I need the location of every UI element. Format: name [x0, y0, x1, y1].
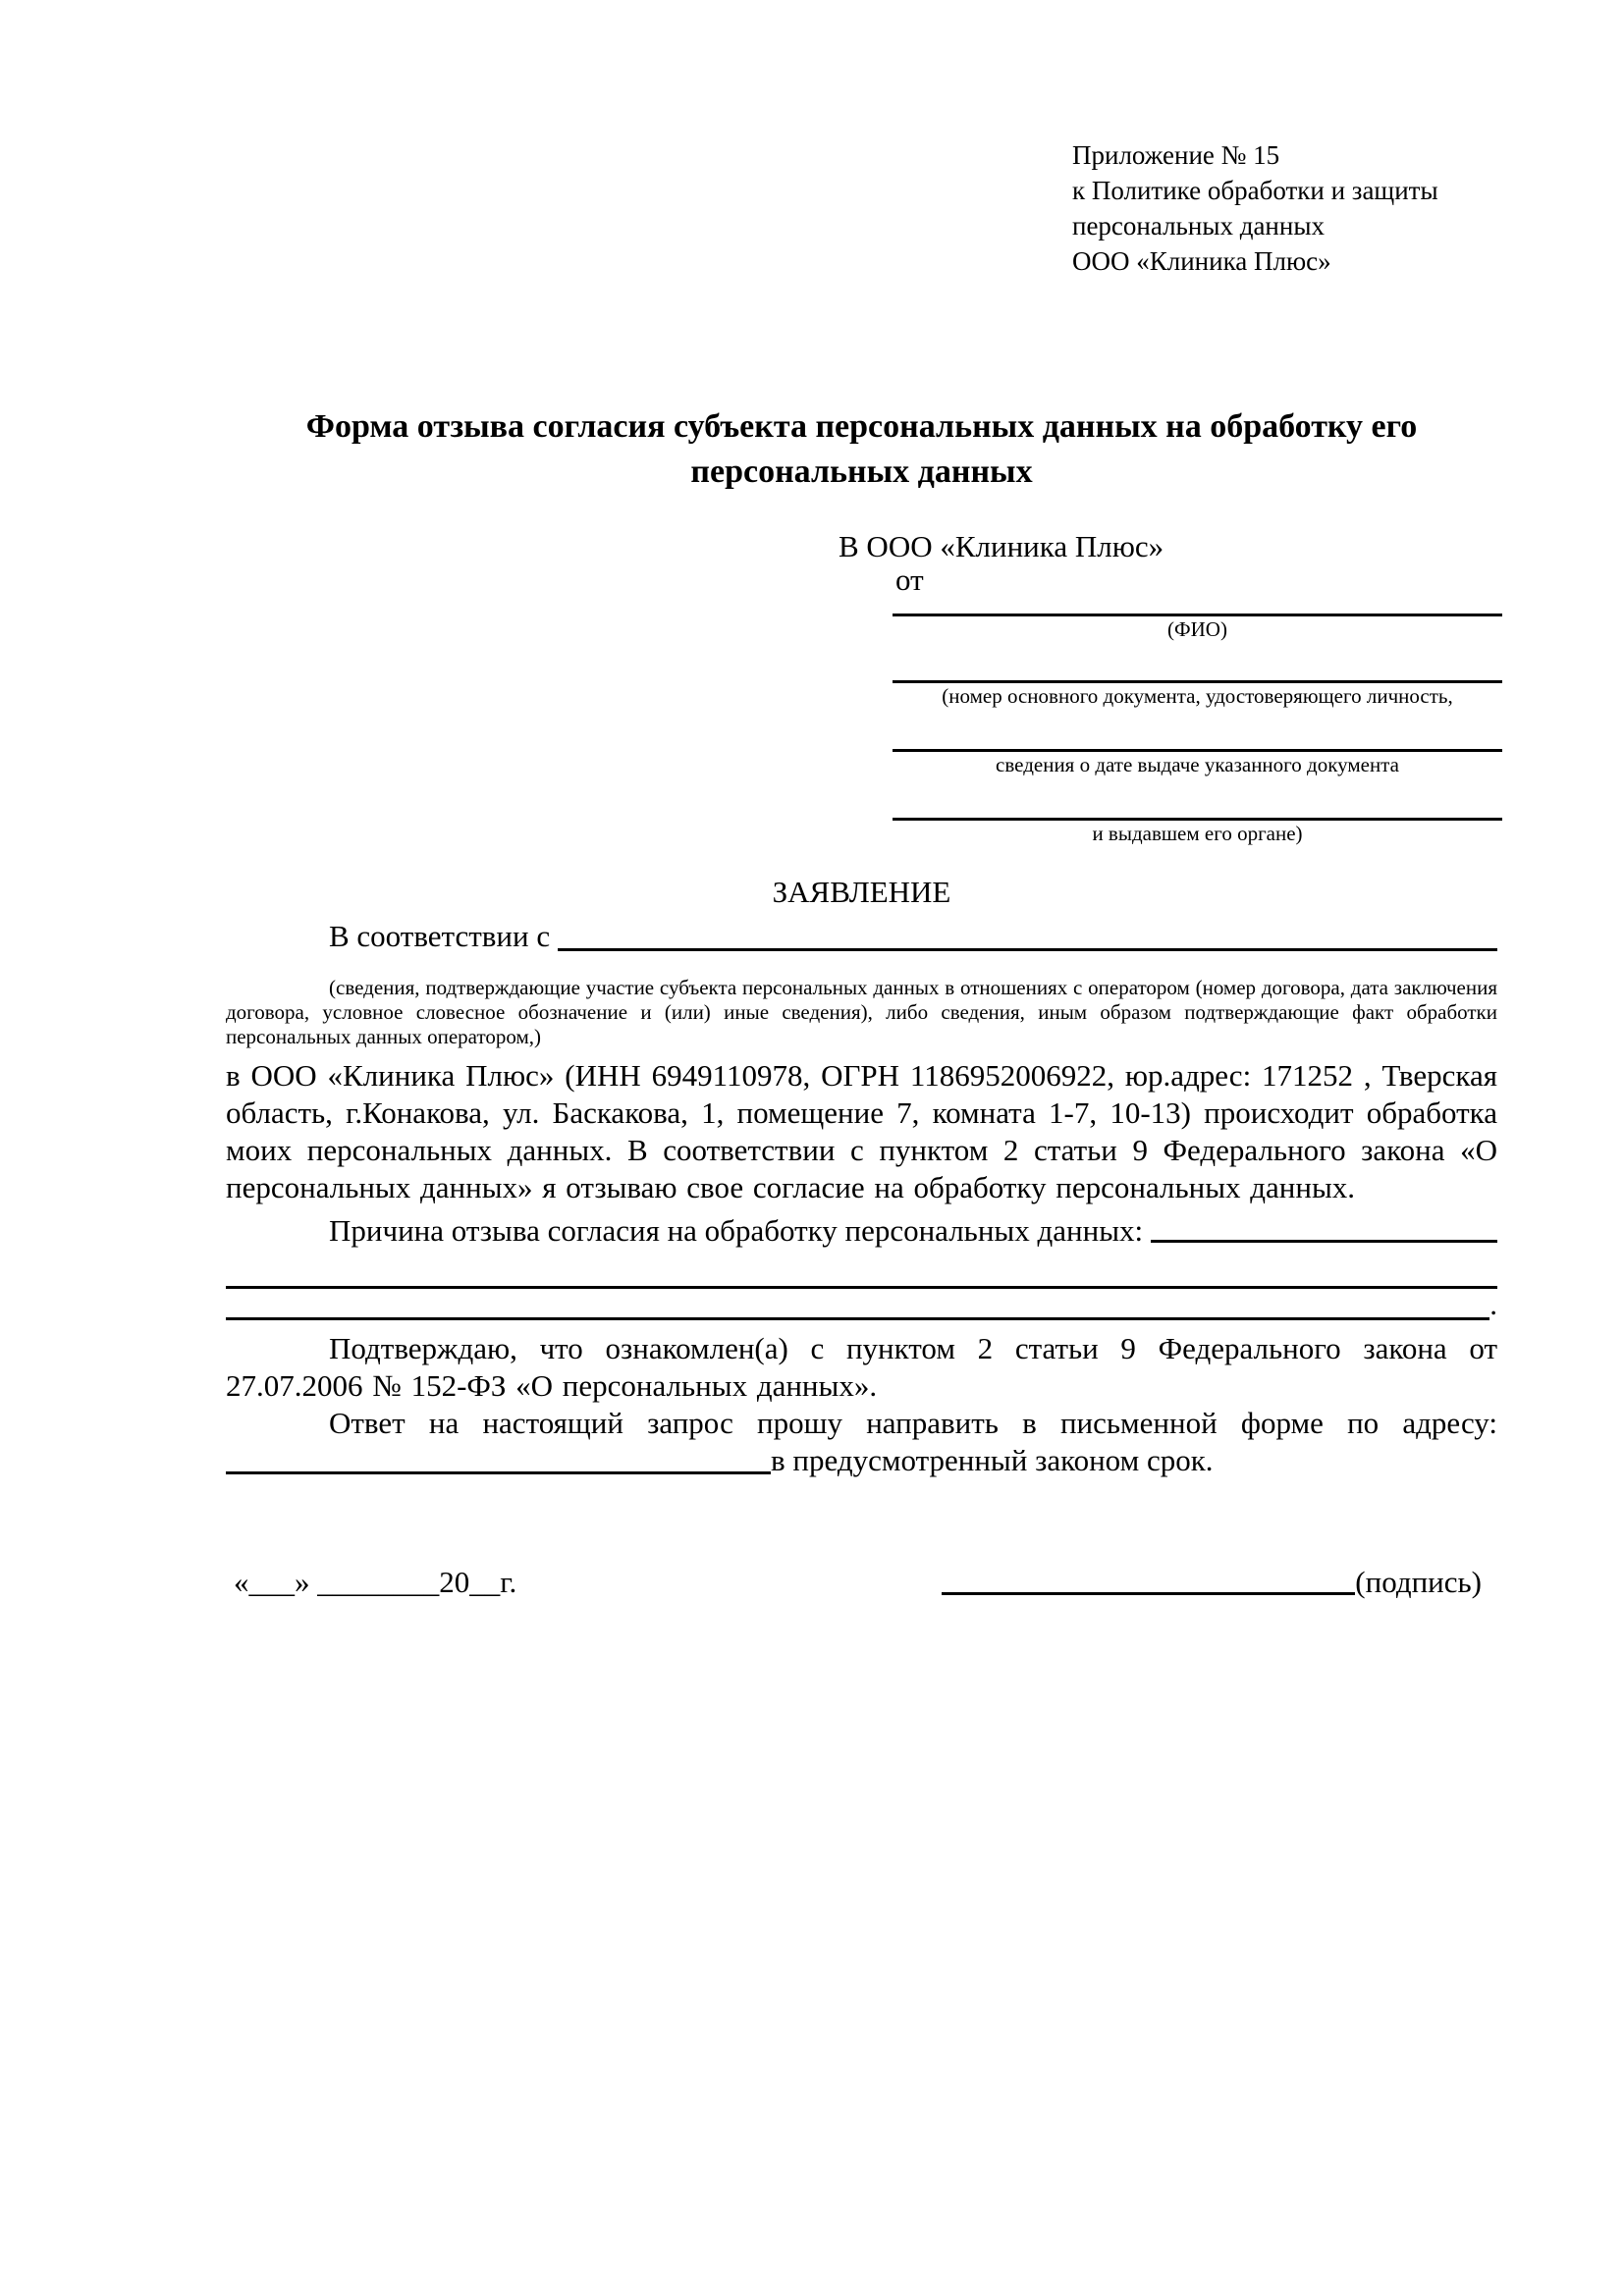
doc-issuer-caption: и выдавшем его органе) — [1092, 822, 1303, 845]
signature-block — [942, 1563, 1482, 1602]
basis-intro-row — [226, 915, 1497, 958]
basis-blank-line — [558, 915, 1497, 951]
appendix-line: Приложение № 15 — [1072, 140, 1280, 170]
basis-intro-label: В соответствии с — [329, 919, 551, 953]
signature-blank-line — [942, 1563, 1355, 1595]
doc-number-caption: (номер основного документа, удостоверяющего личность, — [942, 684, 1453, 708]
appendix-line: к Политике обработки и защиты — [1072, 176, 1438, 205]
doc-issuer-blank-line — [893, 777, 1502, 821]
reason-blank-line — [1151, 1212, 1497, 1243]
reason-blank-line-3 — [226, 1289, 1489, 1320]
appendix-header — [1072, 137, 1497, 279]
reason-label: Причина отзыва согласия на обработку персональных данных: — [329, 1213, 1144, 1248]
statement-heading: ЗАЯВЛЕНИЕ — [772, 875, 951, 909]
reply-request-line: Ответ на настоящий запрос прошу направить в письменной форме по адресу: — [329, 1406, 1497, 1440]
date-blank-line: «___» ________20__г. — [234, 1565, 517, 1599]
reason-row — [226, 1212, 1497, 1250]
addressee-from-label: от — [895, 562, 924, 597]
reply-address-row — [226, 1442, 1497, 1479]
reply-suffix: в предусмотренный законом срок. — [771, 1443, 1214, 1477]
statement-body: в ООО «Клиника Плюс» (ИНН 6949110978, ОГРН 1186952006922, юр.адрес: 171252 , Тверская область, г.Конакова, ул. Баскакова, 1, помещение 7, комната 1-7, 10-13) происходит обработка моих персональных данных. В соответствии с пунктом 2 статьи 9 Федерального закона «О персональных данных» я отзываю свое согласие на обработку персональных данных. — [226, 1058, 1497, 1204]
form-title: Форма отзыва согласия субъекта персональных данных на обработку его персональных данных — [305, 408, 1418, 490]
appendix-line: персональных данных — [1072, 211, 1325, 240]
fio-blank-line — [893, 595, 1502, 616]
doc-date-caption: сведения о дате выдаче указанного документа — [996, 753, 1399, 776]
doc-number-blank-line — [893, 642, 1502, 683]
reason-blank-line-2 — [226, 1250, 1497, 1289]
fio-caption: (ФИО) — [1167, 617, 1227, 641]
reply-address-blank-line — [226, 1442, 771, 1474]
reason-period: . — [1489, 1287, 1497, 1321]
reason-blank-row-3 — [226, 1289, 1497, 1320]
addressee-to: В ООО «Клиника Плюс» — [839, 529, 1164, 563]
appendix-line: ООО «Клиника Плюс» — [1072, 246, 1331, 276]
doc-date-blank-line — [893, 709, 1502, 752]
addressee-block — [839, 528, 1502, 846]
confirmation-paragraph: Подтверждаю, что ознакомлен(а) с пунктом 2 статьи 9 Федерального закона от 27.07.2006 № 152-ФЗ «О персональных данных». — [226, 1331, 1497, 1403]
basis-note: (сведения, подтверждающие участие субъекта персональных данных в отношениях с оператором (номер договора, дата заключения договора, условное словесное обозначение и (или) иные сведения), либо сведения, иным образом подтверждающие факт обработки персональных данных оператором,) — [226, 976, 1497, 1048]
signature-caption: (подпись) — [1355, 1565, 1482, 1599]
date-signature-row — [226, 1563, 1497, 1602]
